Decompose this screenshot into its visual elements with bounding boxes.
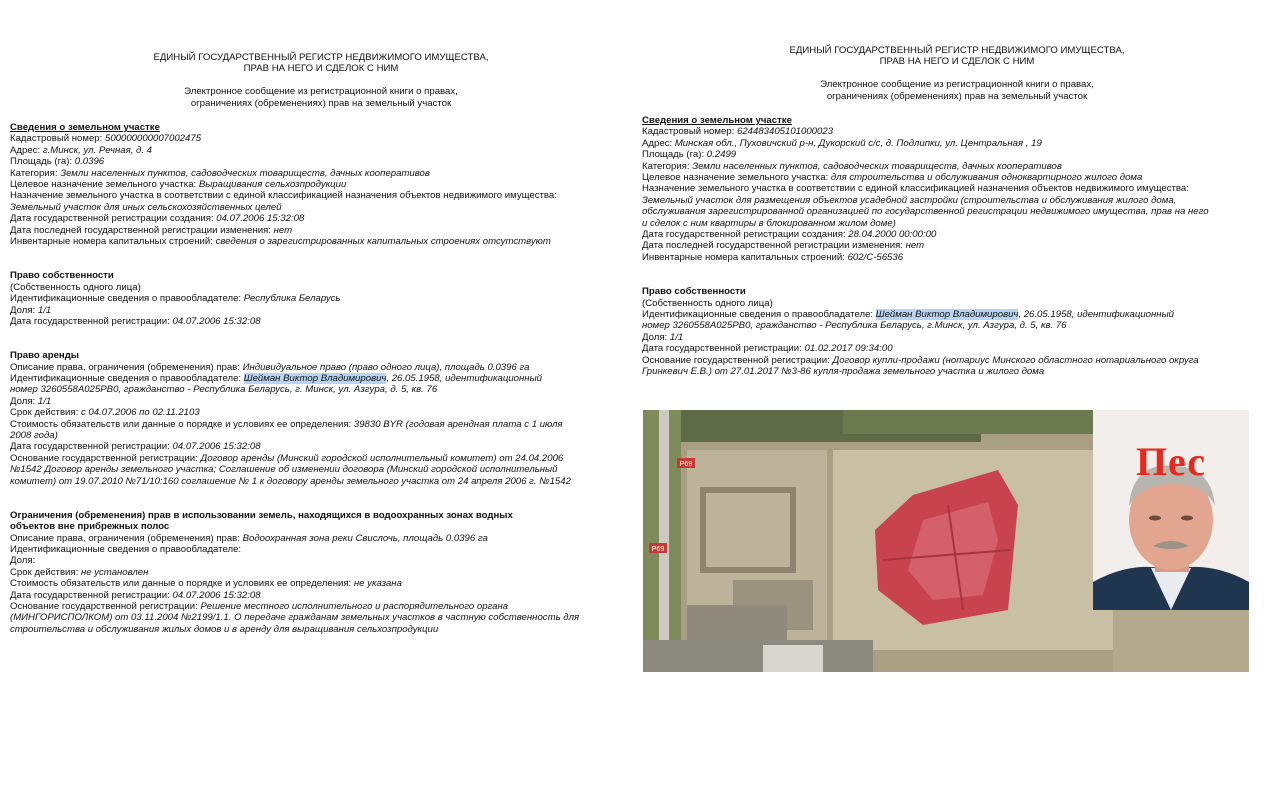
header-line: Электронное сообщение из регистрационной книги о правах, <box>184 86 458 98</box>
road <box>659 410 669 672</box>
field-label: Целевое назначение земельного участка: <box>642 172 829 184</box>
reg-date: 04.07.2006 15:32:08 <box>172 589 261 601</box>
section-title: Право собственности <box>642 286 746 298</box>
basis: Договор аренды (Минский городской исполнительный комитет) от 24.04.2006 <box>200 452 564 464</box>
field-label: Площадь (га): <box>10 156 73 168</box>
ownership-kind: (Собственность одного лица) <box>642 297 773 309</box>
holder: Республика Беларусь <box>243 293 341 305</box>
field-label: Срок действия: <box>10 566 79 578</box>
section-title: Право аренды <box>10 350 79 362</box>
field-label: Категория: <box>10 167 58 179</box>
inventory-numbers: 602/C-56536 <box>847 251 904 263</box>
holder-details: , 26.05.1958, идентификационный <box>386 372 542 384</box>
registry-extract-right <box>642 45 1272 377</box>
share: 1/1 <box>37 395 52 407</box>
field-label: Описание права, ограничения (обременения) прав: <box>10 361 240 373</box>
basis: Гринкевич Е.В.) от 27.01.2017 №3-86 купля-продажа земельного участка и жилого дома <box>642 365 1045 377</box>
field-label: Стоимость обязательств или данные о порядке и условиях ее определения: <box>10 578 352 590</box>
classification: и сделок с ним квартиры в блокированном жилом доме) <box>642 217 896 229</box>
field-label: Дата последней государственной регистрации изменения: <box>10 224 271 236</box>
address: Минская обл., Пуховичский р-н, Дукорский с/с, д. Подлипки, ул. Центральная , 19 <box>674 137 1042 149</box>
field-label: Инвентарные номера капитальных строений: <box>642 251 845 263</box>
field-label: Срок действия: <box>10 407 79 419</box>
header-line: Электронное сообщение из регистрационной книги о правах, <box>820 79 1094 91</box>
right-description: Водоохранная зона реки Свислочь, площадь 0.0396 га <box>242 532 488 544</box>
category: Земли населенных пунктов, садоводческих товариществ, дачных кооперативов <box>60 167 430 179</box>
term: с 04.07.2006 по 02.11.2103 <box>80 407 200 419</box>
share: 1/1 <box>669 331 684 343</box>
section-title: Ограничения (обременения) прав в использовании земель, находящихся в водоохранных зонах водных <box>10 509 513 521</box>
road-label: P69 <box>651 546 665 553</box>
header-line: ЕДИНЫЙ ГОСУДАРСТВЕННЫЙ РЕГИСТР НЕДВИЖИМОГО ИМУЩЕСТВА, <box>153 52 489 63</box>
field-label: Доля: <box>642 331 668 343</box>
purpose: Выращивания сельхозпродукции <box>198 179 347 191</box>
field-label: Категория: <box>642 160 690 172</box>
holder-name-highlighted: Шейман Виктор Владимирович <box>875 308 1019 320</box>
section-title: Сведения о земельном участке <box>642 115 792 127</box>
document-header <box>10 52 632 109</box>
section-title: объектов вне прибрежных полос <box>10 521 170 533</box>
basis: Договор купли-продажи (нотариус Минского областного нотариального округа <box>832 354 1199 366</box>
basis: комитет) от 19.07.2010 №71/10:160 соглашение № 1 к договору аренды земельного участка от 24 апреля 2006 г. №1542 <box>10 475 571 487</box>
reg-date: 01.02.2017 09:34:00 <box>804 343 893 355</box>
field-label: Идентификационные сведения о правообладателе: <box>642 308 874 320</box>
land-section <box>642 115 1272 263</box>
field-label: Идентификационные сведения о правообладателе: <box>10 544 242 555</box>
registry-extract-left <box>10 52 632 635</box>
field-label: Кадастровый номер: <box>642 126 735 138</box>
reg-created-date: 04.07.2006 15:32:08 <box>216 213 305 225</box>
portrait-photo <box>1093 410 1249 610</box>
section-title: Сведения о земельном участке <box>10 122 160 134</box>
field-label: Идентификационные сведения о правообладателе: <box>10 293 242 305</box>
header-line: ограничениях (обременениях) прав на земельный участок <box>190 97 452 109</box>
right-description: Индивидуальное право (право одного лица), площадь 0.0396 га <box>242 361 530 373</box>
holder-details: номер 3260558A025PB0, гражданство - Республика Беларусь, г. Минск, ул. Азгура, д. 5, кв. 76 <box>10 384 438 396</box>
section-title: Право собственности <box>10 270 114 282</box>
cadastral-number: 624483405101000023 <box>736 126 834 138</box>
ownership-kind: (Собственность одного лица) <box>10 281 141 293</box>
purpose: для строительства и обслуживания одноквартирного жилого дома <box>830 172 1143 184</box>
ownership-section <box>642 286 1272 377</box>
term: не установлен <box>80 566 149 578</box>
restriction-section <box>10 510 632 635</box>
area: 0.0396 <box>74 156 105 168</box>
basis: строительства и обслуживания жилых домов и в аренду для выращивания сельхозпродукции <box>10 623 439 635</box>
reg-changed-date: нет <box>273 224 293 236</box>
holder-name-highlighted: Шейман Виктор Владимирович <box>243 372 387 384</box>
field-label: Описание права, ограничения (обременения) прав: <box>10 532 240 544</box>
basis: №1542 Договор аренды земельного участка; Соглашение об изменении договора (Минский городской исполнительный <box>10 464 558 476</box>
classification: обслуживания зарегистрированной организацией по государственной регистрации недвижимого имущества, прав на него <box>642 206 1209 218</box>
classification: Земельный участок для размещения объектов усадебной застройки (строительства и обслуживания жилого дома, <box>642 194 1177 206</box>
header-line: ПРАВ НА НЕГО И СДЕЛОК С НИМ <box>243 63 399 75</box>
field-label: Идентификационные сведения о правообладателе: <box>10 372 242 384</box>
inventory-numbers: сведения о зарегистрированных капитальных строениях отсутствуют <box>215 236 551 248</box>
field-label: Стоимость обязательств или данные о порядке и условиях ее определения: <box>10 418 352 430</box>
field-label: Адрес: <box>10 144 41 156</box>
field-label: Дата государственной регистрации: <box>10 315 170 327</box>
field-label: Площадь (га): <box>642 149 705 161</box>
photo-caption: Пес <box>1135 439 1207 484</box>
header-line: ПРАВ НА НЕГО И СДЕЛОК С НИМ <box>879 56 1035 68</box>
road-label: P69 <box>679 461 693 468</box>
field-label: Кадастровый номер: <box>10 133 103 145</box>
land-section <box>10 122 632 247</box>
cost: 39830 BYR (годовая арендная плата с 1 июля <box>353 418 563 430</box>
ownership-section <box>10 270 632 327</box>
field-label: Основание государственной регистрации: <box>642 354 830 366</box>
field-label: Доля: <box>10 555 36 567</box>
header-line: ЕДИНЫЙ ГОСУДАРСТВЕННЫЙ РЕГИСТР НЕДВИЖИМОГО ИМУЩЕСТВА, <box>789 45 1125 56</box>
field-label: Дата государственной регистрации: <box>10 441 170 453</box>
document-header <box>642 45 1272 102</box>
field-label: Дата государственной регистрации: <box>642 343 802 355</box>
field-label: Основание государственной регистрации: <box>10 452 198 464</box>
holder-details: номер 3260558A025PB0, гражданство - Республика Беларусь, г.Минск, ул. Азгура, д. 5, кв. 76 <box>642 320 1067 332</box>
field-label: Целевое назначение земельного участка: <box>10 179 197 191</box>
basis: (МИНГОРИСПОЛКОМ) от 03.11.2004 №2199/1.1. О передаче гражданам земельных участков в частную собственность для <box>10 612 580 624</box>
address: г.Минск, ул. Речная, д. 4 <box>42 144 152 156</box>
field-label: Основание государственной регистрации: <box>10 601 198 613</box>
field-label: Дата государственной регистрации создания: <box>642 229 846 241</box>
reg-date: 04.07.2006 15:32:08 <box>172 315 261 327</box>
holder-details: , 26.05.1958, идентификационный <box>1018 308 1174 320</box>
reg-date: 04.07.2006 15:32:08 <box>172 441 261 453</box>
classification: Земельный участок для иных сельскохозяйственных целей <box>10 201 282 213</box>
reg-created-date: 28.04.2000 00:00:00 <box>848 229 937 241</box>
field-label: Назначение земельного участка в соответствии с единой классификацией назначения объектов недвижимого имущества: <box>10 190 557 202</box>
cost: не указана <box>353 578 402 590</box>
area: 0.2499 <box>706 149 737 161</box>
lease-section <box>10 350 632 487</box>
field-label: Дата государственной регистрации: <box>10 589 170 601</box>
field-label: Дата государственной регистрации создания: <box>10 213 214 225</box>
field-label: Доля: <box>10 304 36 316</box>
header-line: ограничениях (обременениях) прав на земельный участок <box>826 90 1088 102</box>
reg-changed-date: нет <box>905 240 925 252</box>
field-label: Доля: <box>10 395 36 407</box>
cost: 2008 года) <box>10 429 58 441</box>
category: Земли населенных пунктов, садоводческих товариществ, дачных кооперативов <box>692 160 1062 172</box>
cadastral-number: 500000000007002475 <box>104 133 202 145</box>
share: 1/1 <box>37 304 52 316</box>
basis: Решение местного исполнительного и распорядительного органа <box>200 601 509 613</box>
field-label: Назначение земельного участка в соответствии с единой классификацией назначения объектов недвижимого имущества: <box>642 183 1189 195</box>
field-label: Дата последней государственной регистрации изменения: <box>642 240 903 252</box>
field-label: Инвентарные номера капитальных строений: <box>10 236 213 248</box>
field-label: Адрес: <box>642 137 673 149</box>
